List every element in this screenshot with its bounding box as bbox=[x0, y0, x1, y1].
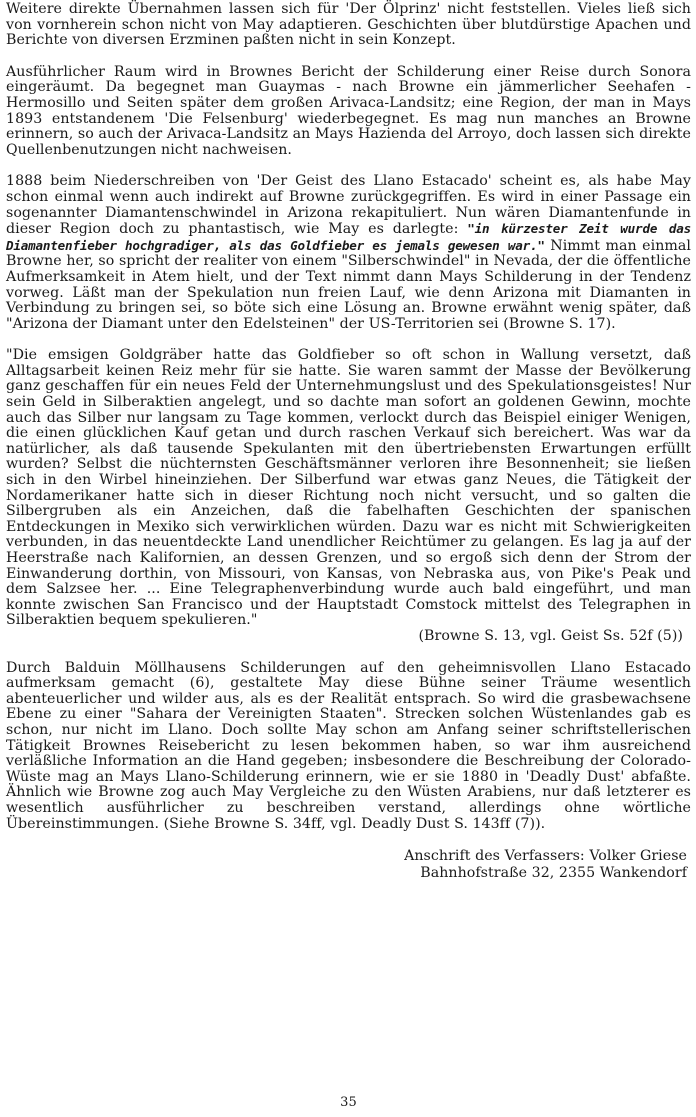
paragraph-1: Weitere direkte Übernahmen lassen sich für 'Der Ölprinz' nicht feststellen. Vieles ließ sich von vornherein schon nicht von May adaptieren. Geschichten über blutdürstige Apachen und Berichte von diversen Erzminen paßten nicht in sein Konzept. bbox=[6, 1, 691, 49]
paragraph-3-text-before: 1888 beim Niederschreiben von 'Der Geist des Llano Estacado' scheint es, als habe May schon einmal wenn auch indirekt auf Browne zurückgegriffen. Es wird in einer Passage ein sogenannter Diamantenschwindel in Arizona rekapituliert. Nun wären Diamantenfunde in dieser Region doch zu phantastisch, wie May es darlegte: bbox=[6, 173, 691, 238]
paragraph-2: Ausführlicher Raum wird in Brownes Bericht der Schilderung einer Reise durch Sonora eingeräumt. Da begegnet man Guaymas - nach Browne ein jämmerlicher Seehafen - Hermosillo und Seiten später dem großen Arivaca-Landsitz; eine Region, der man in Mays 1893 entstandenem 'Die Felsenburg' wiederbegegnet. Es mag nun manches an Browne erinnern, so auch der Arivaca-Landsitz an Mays Hazienda del Arroyo, doch lassen sich direkte Quellenbenutzungen nicht nachweisen. bbox=[6, 63, 691, 158]
page-number: 35 bbox=[340, 1095, 357, 1110]
paragraph-3-text-after: Nimmt man einmal Browne her, so spricht der realiter von einem "Silberschwindel" in Nevada, der die öffentliche Aufmerksamkeit in Atem hielt, und der Text nimmt dann Mays Schilderung in der Tendenz vorweg. Läßt man der Spekulation nun freien Lauf, wie denn Arizona mit Diamanten in Verbindung zu bringen sei, so böte sich eine Lösung an. Browne erwähnt wenig später, daß "Arizona der Diamant unter den Edelsteinen" der US-Territorien sei (Browne S. 17). bbox=[6, 237, 691, 332]
block-quote: "Die emsigen Goldgräber hatte das Goldfieber so oft schon in Wallung versetzt, daß Alltagsarbeit keinen Reiz mehr für sie hatte. Sie waren sammt der Masse der Bevölkerung ganz geschaffen für ein neues Feld der Unternehmungslust und des Spekulationsgeistes! Nur sein Geld in Silberaktien angelegt, und so dachte man sofort an goldenen Gewinn, mochte auch das Silber nur langsam zu Tage kommen, verlockt durch das Beispiel einiger Wenigen, die einen glücklichen Kauf getan und durch raschen Verkauf sich bereichert. Was war da natürlicher, als daß tausende Spekulanten mit den übertriebensten Erwartungen erfüllt wurden? Selbst die nüchternsten Geschäftsmänner verloren ihre Besonnenheit; sie ließen sich in den Wirbel hineinziehen. Der Silberfund war etwas ganz Neues, die Tätigkeit der Nordamerikaner hatte sich in dieser Richtung noch nicht versucht, und so galten die Silbergruben als ein Anzeichen, daß die fabelhaften Geschichten der spanischen Entdeckungen in Mexiko sich verwirklichen würden. Dazu war es nicht mit Schwierigkeiten verbunden, in das neuentdeckte Land unendlicher Reichtümer zu gelangen. Es lag ja auf der Heerstraße nach Kalifornien, an dessen Grenzen, und so ergoß sich denn der Strom der Einwanderung dorthin, von Missouri, von Kansas, von Nebraska aus, von Pike's Peak und dem Salzsee her. ... Eine Telegraphenverbindung wurde auch bald eingeführt, und man konnte zwischen San Francisco und der Hauptstadt Comstock mittelst des Telegraphen in Silberaktien bequem spekulieren." bbox=[6, 347, 691, 629]
address-line-1: Anschrift des Verfassers: Volker Griese bbox=[404, 848, 687, 865]
document-page bbox=[6, 2, 691, 1112]
paragraph-5: Durch Balduin Möllhausens Schilderungen auf den geheimnisvollen Llano Estacado aufmerksam gemacht (6), gestaltete May diese Bühne seiner Träume wesentlich abenteuerlicher und wilder aus, als es der Realität entsprach. So wird die grasbewachsene Ebene zu einer "Sahara der Vereinigten Staaten". Strecken solchen Wüstenlandes gab es schon, nur nicht im Llano. Doch sollte May schon am Anfang seiner schriftstellerischen Tätigkeit Brownes Reisebericht zu lesen bekommen haben, so war ihm ausreichend verläßliche Information an die Hand gegeben; insbesondere die Beschreibung der Colorado-Wüste mag an Mays Llano-Schilderung erinnern, wie er sie 1880 in 'Deadly Dust' abfaßte. Ähnlich wie Browne zog auch May Vergleiche zu den Wüsten Arabiens, nur daß letzterer es wesentlich ausführlicher zu beschreiben verstand, allerdings ohne wörtliche Übereinstimmungen. (Siehe Browne S. 34ff, vgl. Deadly Dust S. 143ff (7)). bbox=[6, 659, 691, 832]
address-line-2: Bahnhofstraße 32, 2355 Wankendorf bbox=[420, 865, 687, 882]
paragraph-3 bbox=[6, 174, 691, 332]
author-address bbox=[6, 848, 687, 882]
quote-citation: (Browne S. 13, vgl. Geist Ss. 52f (5)) bbox=[418, 627, 683, 644]
handwritten-quote: "in kürzester Zeit wurde das Diamantenfieber hochgradiger, als das Goldfieber es jemals gewesen war." bbox=[6, 221, 691, 253]
